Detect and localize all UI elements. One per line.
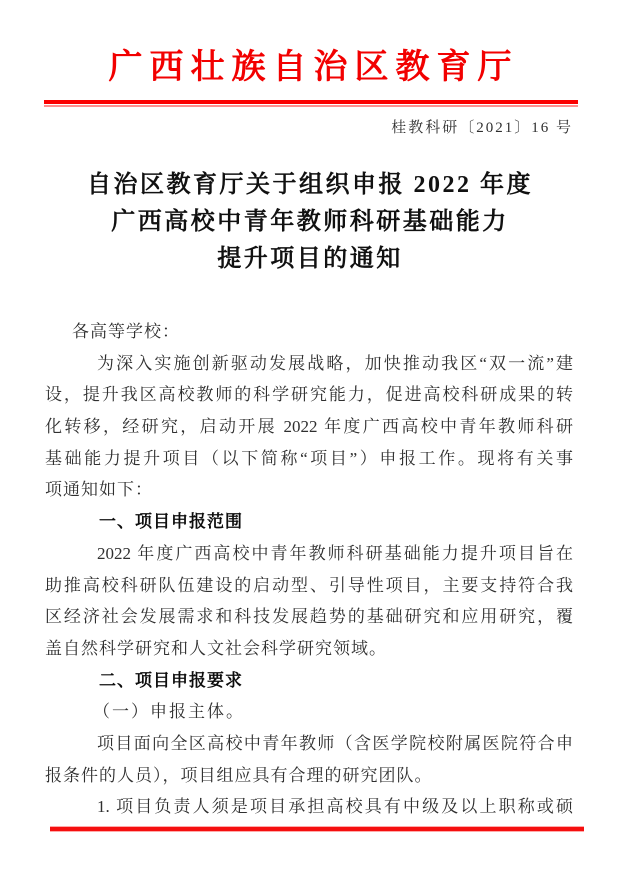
body-line: 设，提升我区高校教师的科学研究能力，促进高校科研成果的转 [45, 385, 573, 405]
notice-title-line: 自治区教育厅关于组织申报 2022 年度 [87, 172, 533, 198]
body-line: 各高等学校： [72, 322, 180, 341]
doc-reference-number: 桂教科研〔2021〕16 号 [391, 120, 573, 136]
body-line: 盖自然科学研究和人文社会科学研究领域。 [45, 638, 387, 658]
notice-title-line: 提升项目的通知 [217, 246, 403, 272]
letterhead-org-title: 广西壮族自治区教育厅 [108, 49, 519, 86]
body-line: 化转移，经研究，启动开展 2022 年度广西高校中青年教师科研 [45, 417, 573, 437]
body-line: 助推高校科研队伍建设的启动型、引导性项目，主要支持符合我 [45, 575, 573, 595]
footer-red-rule [50, 826, 584, 832]
notice-title-line: 广西高校中青年教师科研基础能力 [111, 209, 509, 235]
body-text [45, 316, 573, 823]
body-line: 1. 项目负责人须是项目承担高校具有中级及以上职称或硕 [97, 797, 573, 817]
section-heading: 二、项目申报要求 [99, 670, 243, 690]
body-line: 2022 年度广西高校中青年教师科研基础能力提升项目旨在 [97, 543, 573, 563]
notice-title [0, 167, 620, 278]
body-line: 基础能力提升项目（以下简称“项目”）申报工作。现将有关事 [45, 448, 573, 468]
body-line: 区经济社会发展需求和科技发展趋势的基础研究和应用研究，覆 [45, 607, 573, 627]
body-line: 报条件的人员），项目组应具有合理的研究团队。 [45, 765, 433, 785]
body-line: 项通知如下： [45, 480, 153, 500]
body-line: （一）申报主体。 [93, 702, 245, 722]
body-line: 项目面向全区高校中青年教师（含医学院校附属医院符合申 [97, 733, 573, 753]
body-line: 为深入实施创新驱动发展战略，加快推动我区“双一流”建 [97, 353, 573, 373]
section-heading: 一、项目申报范围 [99, 512, 243, 532]
letterhead-red-rule [44, 100, 578, 107]
